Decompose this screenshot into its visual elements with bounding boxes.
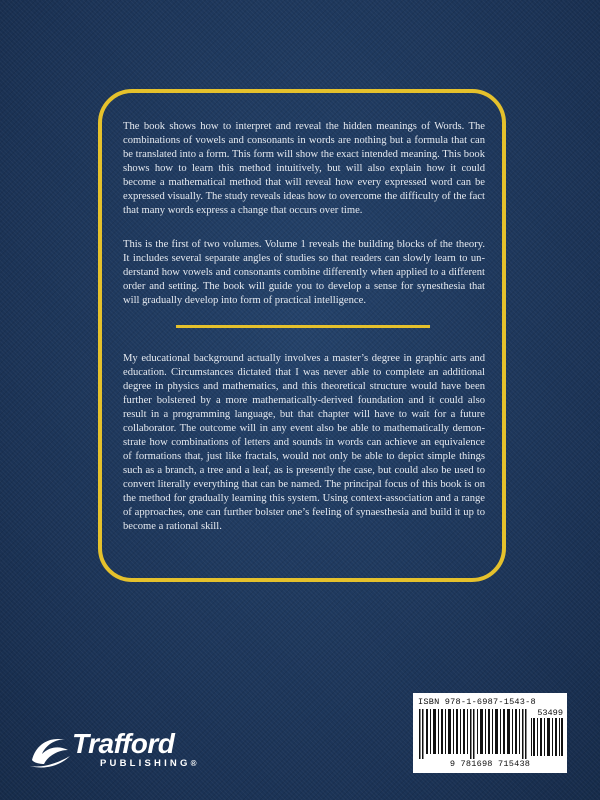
isbn-number: ISBN 978-1-6987-1543-8: [418, 697, 536, 707]
divider-line: [176, 325, 430, 328]
ean-number: 9 781698 715438: [449, 759, 531, 769]
publisher-logo: [28, 730, 198, 770]
author-paragraph: My educational background actually involves a master’s degree in graphic arts and education. Circumstances dictated that I was never able to complete an additional degree in physics and mathematics, and this theoretical structure would have been further bolstered by a more mathematically-derived foundation and it could also result in a programming language, but that chapter will have to wait for a future collaborator. The outcome will in any event also be able to mathematically demonstrate how combinations of letters and sounds in words can achieve an equivalence of formations that, just like fractals, would not only be able to depict simple things such as a branch, a tree and a leaf, as is presently the case, but could also be used to convert literally everything that can be named. The principal focus of this book is on the method for gradually learning this system. Using context-association and a range of approaches, one can further bolster one’s feeling of synaesthesia and build it up to become a rational skill.: [123, 353, 485, 532]
price-code: 53499: [537, 708, 563, 718]
description-paragraph-1: The book shows how to interpret and reveal the hidden meanings of Words. The combinations of vowels and consonants in words are nothing but a formula that can be translated into a form. This form will show the exact intended meaning. This book shows how to learn this method intuitively, but will also explain how it could become a mathematical method that will reveal how every expressed word can be expressed visually. The study reveals ideas how to overcome the difficulty of the fact that many words express a change that occurs over time.: [123, 121, 485, 216]
ean-barcode-bars: [419, 709, 527, 759]
addon-barcode-bars: [531, 718, 563, 756]
barcode: [413, 693, 567, 773]
description-paragraph-2: This is the first of two volumes. Volume 1 reveals the building blocks of the theory. It includes several separate angles of studies so that readers can slowly learn to understand how vowels and consonants combine differently when applied to a different order and setting. The book will guide you to develop a sense for synesthesia that will gradually develop into form of practical intelligence.: [123, 239, 485, 306]
publisher-subtitle: PUBLISHING®: [100, 758, 197, 769]
wave-swoosh-icon: [28, 730, 74, 770]
publisher-name: Trafford: [72, 728, 175, 759]
